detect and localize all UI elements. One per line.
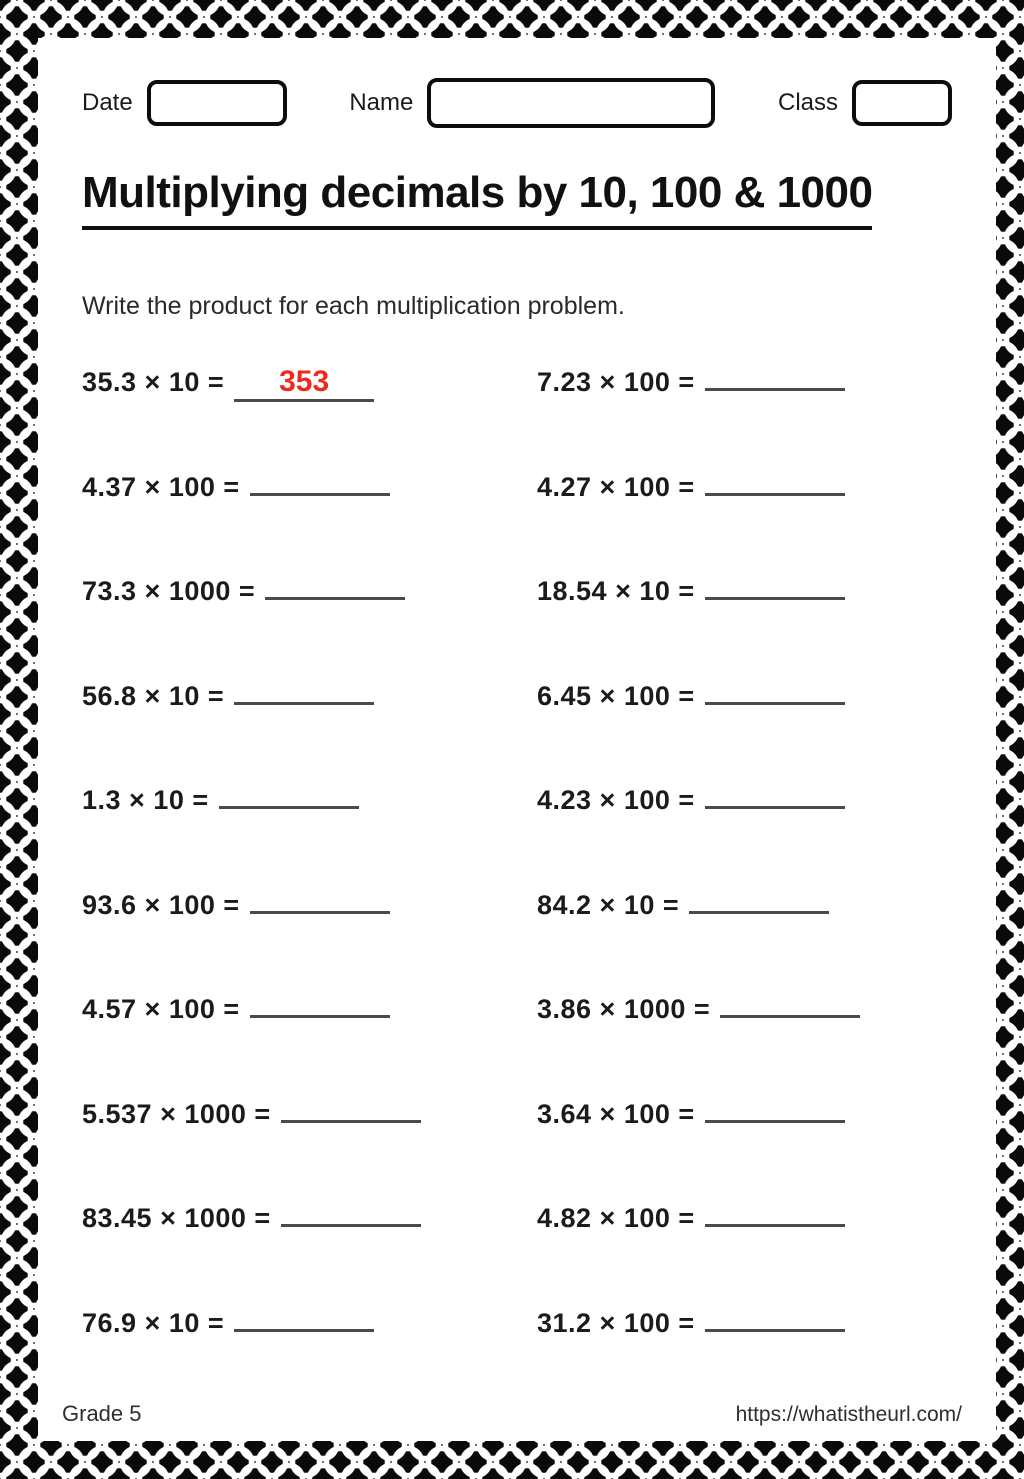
answer-blank[interactable] [250, 491, 390, 496]
problem-expression: 76.9 × 10 = [82, 1307, 225, 1338]
answer-blank[interactable] [705, 1118, 845, 1123]
name-field [349, 78, 715, 128]
header-row [82, 78, 952, 128]
problems-grid [82, 367, 952, 1412]
problem-expression: 4.82 × 100 = [537, 1203, 695, 1233]
answer-blank[interactable] [705, 1222, 845, 1227]
problem-row [537, 994, 952, 1099]
problem-expression: 18.54 × 10 = [537, 576, 695, 606]
problem-expression: 83.45 × 1000 = [82, 1203, 271, 1233]
answer-blank[interactable] [234, 1327, 374, 1332]
problem-row [82, 785, 497, 890]
answer-blank[interactable] [705, 595, 845, 600]
class-input-box[interactable] [852, 80, 952, 126]
class-field [778, 80, 952, 126]
problem-row [537, 576, 952, 681]
answer-blank[interactable] [689, 909, 829, 914]
problem-expression: 3.86 × 1000 = [537, 994, 711, 1024]
answer-blank[interactable] [705, 700, 845, 705]
problem-row [537, 681, 952, 786]
problem-expression: 84.2 × 10 = [537, 889, 680, 920]
problem-row [82, 890, 497, 995]
problem-expression: 3.64 × 100 = [537, 1098, 695, 1129]
answer-blank[interactable] [281, 1118, 421, 1123]
answer-blank[interactable] [705, 1327, 845, 1332]
problem-row [82, 367, 497, 472]
title-wrap [82, 168, 952, 230]
site-url: https://whatistheurl.com/ [735, 1403, 962, 1426]
problem-row [82, 1099, 497, 1204]
footer [62, 1401, 962, 1427]
name-label: Name [349, 89, 414, 116]
problem-expression: 7.23 × 100 = [537, 367, 695, 397]
problem-expression: 5.537 × 1000 = [82, 1098, 271, 1129]
problem-expression: 56.8 × 10 = [82, 680, 225, 711]
answer-blank[interactable] [219, 804, 359, 809]
problem-row [82, 994, 497, 1099]
problem-row [82, 472, 497, 577]
problem-row [537, 1308, 952, 1413]
worksheet-page [38, 38, 996, 1441]
problem-row [537, 472, 952, 577]
problem-row [82, 681, 497, 786]
problem-row [82, 1203, 497, 1308]
answer-blank[interactable] [705, 386, 845, 391]
answer-blank[interactable] [705, 491, 845, 496]
problem-expression: 4.57 × 100 = [82, 994, 240, 1024]
problem-row [82, 1308, 497, 1413]
answer-blank[interactable] [705, 804, 845, 809]
problem-expression: 93.6 × 100 = [82, 889, 240, 920]
problem-expression: 31.2 × 100 = [537, 1307, 695, 1338]
problem-row [537, 785, 952, 890]
answer-blank[interactable] [281, 1222, 421, 1227]
answer-blank[interactable] [265, 595, 405, 600]
answer-text: 353 [279, 365, 330, 398]
problem-expression: 35.3 × 10 = [82, 367, 225, 397]
answer-blank[interactable] [234, 700, 374, 705]
problem-row [537, 890, 952, 995]
date-field [82, 80, 287, 126]
answer-blank[interactable] [234, 367, 374, 402]
date-input-box[interactable] [147, 80, 287, 126]
problem-expression: 6.45 × 100 = [537, 680, 695, 711]
problem-expression: 4.37 × 100 = [82, 471, 240, 502]
problem-row [537, 1099, 952, 1204]
grade-label: Grade 5 [62, 1401, 142, 1426]
problem-row [537, 1203, 952, 1308]
class-label: Class [777, 89, 838, 116]
problem-row [537, 367, 952, 472]
problem-row [82, 576, 497, 681]
answer-blank[interactable] [250, 1013, 390, 1018]
instruction-text: Write the product for each multiplication problem. [82, 292, 625, 320]
problem-expression: 1.3 × 10 = [82, 785, 209, 815]
worksheet-title: Multiplying decimals by 10, 100 & 1000 [82, 168, 872, 230]
answer-blank[interactable] [720, 1013, 860, 1018]
problem-expression: 4.27 × 100 = [537, 471, 695, 502]
name-input-box[interactable] [427, 78, 715, 128]
problem-expression: 4.23 × 100 = [537, 785, 695, 815]
problem-expression: 73.3 × 1000 = [82, 576, 256, 606]
answer-blank[interactable] [250, 909, 390, 914]
date-label: Date [82, 89, 133, 116]
